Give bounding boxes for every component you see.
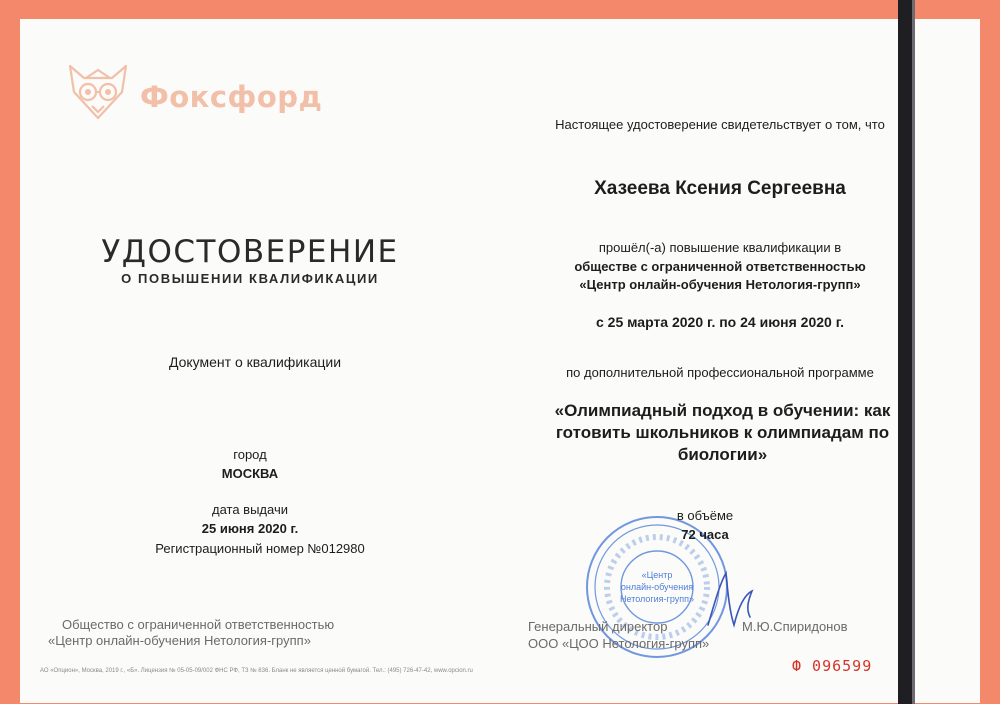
director-position-line2: ООО «ЦОО Нетология-групп» bbox=[528, 636, 710, 651]
holder-name: Хазеева Ксения Сергеевна bbox=[594, 178, 846, 199]
director-name: М.Ю.Спиридонов bbox=[742, 619, 848, 634]
certificate-subtitle: О ПОВЫШЕНИИ КВАЛИФИКАЦИИ bbox=[121, 271, 379, 286]
organization-line1: обществе с ограниченной ответственностью bbox=[574, 259, 866, 274]
serial-number: Ф 096599 bbox=[792, 657, 873, 675]
stamp-text-line3: Нетология-групп» bbox=[619, 594, 695, 604]
director-position-line1: Генеральный директор bbox=[528, 619, 668, 634]
foxford-logo bbox=[62, 58, 323, 128]
volume-value: 72 часа bbox=[681, 527, 729, 542]
stamp-text-line1: «Центр bbox=[641, 570, 673, 580]
organization-line2: «Центр онлайн-обучения Нетология-групп» bbox=[579, 277, 861, 292]
binding-ribbon-shadow bbox=[912, 0, 915, 714]
certificate-title: УДОСТОВЕРЕНИЕ bbox=[101, 234, 399, 270]
qualification-text: прошёл(-а) повышение квалификации в bbox=[598, 240, 842, 255]
stamp-text-line2: онлайн-обучения bbox=[620, 582, 694, 592]
program-title: «Олимпиадный подход в обучении: как готовить школьников к олимпиадам по биологии» bbox=[554, 401, 891, 464]
scan-bottom-strip bbox=[0, 704, 1000, 727]
intro-text: Настоящее удостоверение свидетельствует о том, что bbox=[555, 117, 885, 132]
issuer-name-line1: Общество с ограниченной ответственностью bbox=[62, 617, 335, 632]
program-label: по дополнительной профессиональной программе bbox=[566, 365, 874, 380]
issuer-name-line2: «Центр онлайн-обучения Нетология-групп» bbox=[48, 633, 311, 648]
city-value: МОСКВА bbox=[221, 466, 279, 481]
registration-number: Регистрационный номер №012980 bbox=[155, 541, 365, 556]
binding-ribbon bbox=[898, 0, 912, 714]
training-period: с 25 марта 2020 г. по 24 июня 2020 г. bbox=[595, 314, 845, 330]
city-label: город bbox=[233, 447, 267, 462]
volume-label: в объёме bbox=[676, 508, 734, 523]
issue-date-label: дата выдачи bbox=[212, 502, 288, 517]
issue-date-value: 25 июня 2020 г. bbox=[201, 521, 299, 536]
printer-fine-print: АО «Опцион», Москва, 2019 г., «Б». Лицензия № 05-05-09/002 ФНС РФ, ТЗ № 836. Бланк не является ценной бумагой. Тел.: (495) 726-47-42, www.opcion.ru bbox=[40, 668, 473, 674]
document-type: Документ о квалификации bbox=[168, 354, 342, 370]
logo-text: Фоксфорд bbox=[140, 80, 323, 114]
fox-icon bbox=[62, 58, 134, 124]
